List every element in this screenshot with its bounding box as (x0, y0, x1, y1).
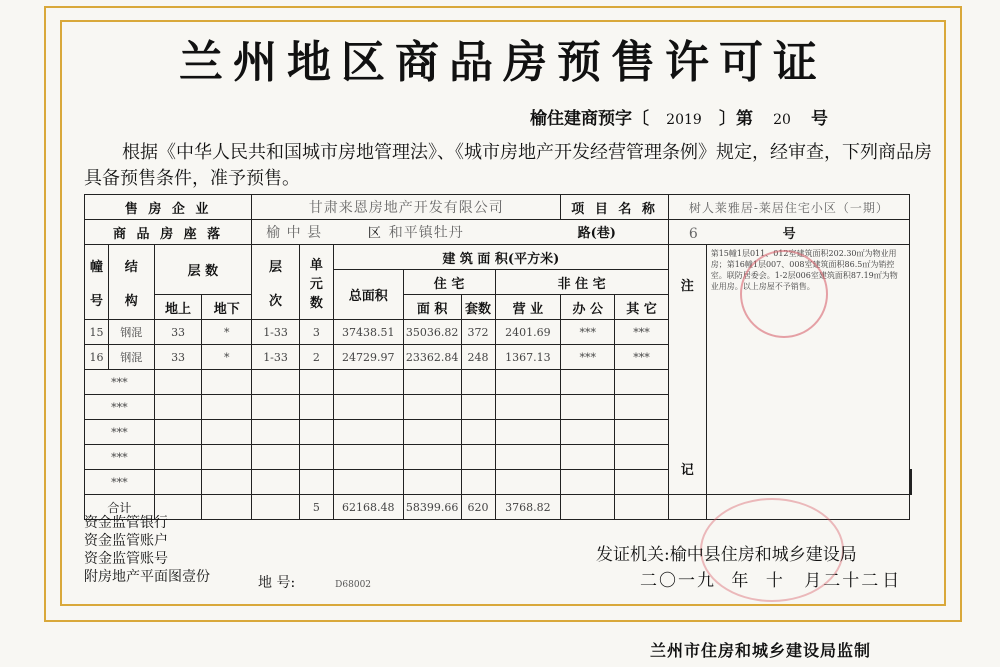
project-value: 树人莱雅居-莱居住宅小区（一期） (668, 195, 909, 220)
red-seal-stamp (740, 250, 828, 338)
header-below: 地下 (202, 295, 252, 320)
seller-value: 甘肃来恩房地产开发有限公司 (252, 195, 561, 220)
land-number (258, 572, 371, 592)
bank-label: 资金监管银行 (84, 515, 168, 531)
account-number-label: 资金监管账号 (84, 551, 168, 567)
account-label: 资金监管账户 (84, 533, 168, 549)
road-number-cell (668, 220, 909, 245)
road-number: 6 (688, 225, 699, 242)
header-area: 建 筑 面 积(平方米) (333, 245, 668, 270)
header-non-residential: 非 住 宅 (495, 270, 668, 295)
county: 榆 中 县 (266, 225, 323, 241)
table-row: 16 钢混 33 * 1-33 2 24729.97 23362.84 248 1367.13 *** *** (85, 345, 912, 370)
project-label: 项 目 名 称 (561, 195, 668, 220)
header-residential: 住 宅 (403, 270, 495, 295)
table-row: *** (85, 445, 912, 470)
issuer: 发证机关:榆中县住房和城乡建设局 (596, 545, 857, 565)
sale-table (84, 194, 912, 520)
document-number (530, 104, 828, 129)
doc-suffix: 号 (811, 109, 828, 129)
header-building: 幢 号 (85, 245, 109, 320)
page-title: 兰州地区商品房预售许可证 (179, 37, 827, 88)
header-floors: 层 数 (154, 245, 251, 295)
remarks-note: 第15幢1层011、012室建筑面积202.30㎡为物业用房；第16幢1层007、008室建筑面积86.5㎡为销控室。联防居委会。1-2层006室建筑面积87.19㎡为物业用房。以上房屋不予销售。 (706, 245, 909, 495)
table-row: *** (85, 470, 912, 495)
header-office: 办 公 (561, 295, 615, 320)
total-row: 合计 5 62168.48 58399.66 620 3768.82 (85, 495, 912, 520)
doc-number-value: 20 (773, 112, 791, 128)
doc-mid: 〕第 (719, 109, 753, 129)
header-units: 单 元 数 (299, 245, 333, 320)
header-res-sets: 套数 (461, 295, 495, 320)
supervisor-text: 兰州市住房和城乡建设局监制 (650, 641, 872, 660)
location-label: 商 品 房 座 落 (85, 220, 252, 245)
land-label: 地 号: (258, 575, 296, 591)
location-value (252, 220, 669, 245)
town: 和平镇牡丹 (388, 225, 464, 241)
hao-label: 号 (782, 226, 796, 242)
table-row: *** (85, 370, 912, 395)
table-row: *** (85, 395, 912, 420)
header-level: 层 次 (252, 245, 300, 320)
district-label: 区 (367, 226, 381, 241)
bank-info (84, 514, 210, 586)
attachment-label: 附房地产平面图壹份 (84, 569, 210, 585)
issue-date: 二〇一九 年 十 月二十二 日 (640, 571, 902, 591)
header-other: 其 它 (615, 295, 669, 320)
header-above: 地上 (154, 295, 202, 320)
header-total-area: 总面积 (333, 270, 403, 320)
land-code: D68002 (335, 580, 372, 590)
intro-text: 根据《中华人民共和国城市房地管理法》、《城市房地产开发经营管理条例》规定，经审查，下列商品房具备预售条件，准予预售。 (84, 142, 932, 189)
doc-prefix: 榆住建商预字〔 (530, 109, 649, 129)
header-commercial: 营 业 (495, 295, 561, 320)
table-row: 15 钢混 33 * 1-33 3 37438.51 35036.82 372 2401.69 *** *** (85, 320, 912, 345)
doc-year: 2019 (666, 112, 702, 128)
intro-paragraph (84, 140, 944, 192)
seller-label: 售 房 企 业 (85, 195, 252, 220)
header-res-area: 面 积 (403, 295, 461, 320)
road-label: 路(巷) (577, 226, 616, 241)
header-structure: 结 构 (108, 245, 154, 320)
table-row: *** (85, 420, 912, 445)
remarks-label: 注 记 (668, 245, 706, 495)
